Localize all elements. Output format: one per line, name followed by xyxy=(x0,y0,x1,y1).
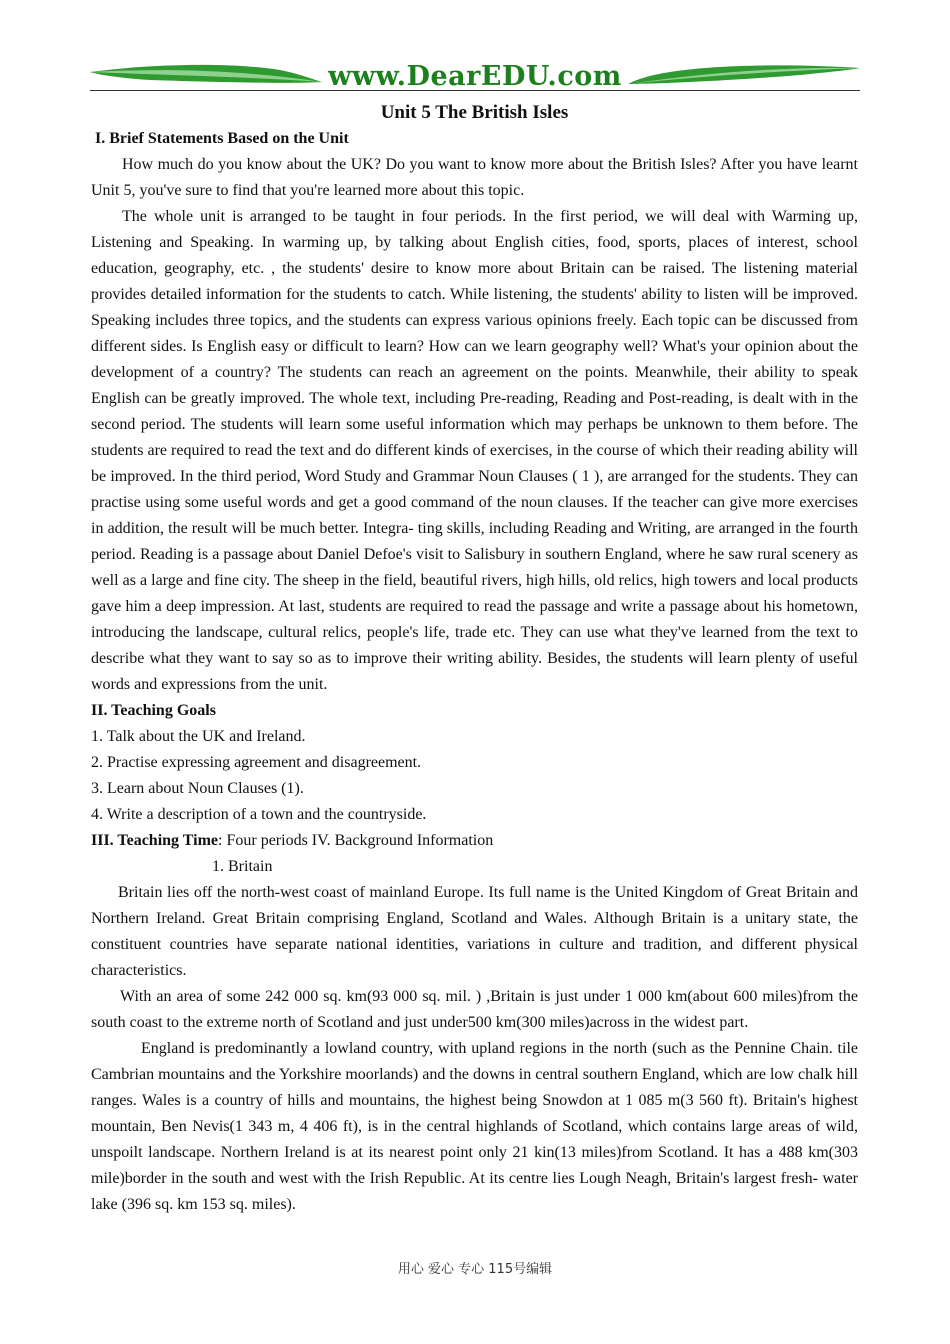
page-title: Unit 5 The British Isles xyxy=(380,102,569,123)
section-heading-brief-statements: I. Brief Statements Based on the Unit xyxy=(95,130,349,147)
page-footer: 用心 爱心 专心 115号编辑 xyxy=(397,1262,553,1277)
paragraph: How much do you know about the UK? Do you want to know more about the British Isles? After you have learnt Unit 5, you've sure to find that you're learned more about this topic. xyxy=(91,156,858,199)
paragraph: The whole unit is arranged to be taught in four periods. In the first period, we will deal with Warming up, Listening and Speaking. In warming up, by talking about English cities, food, sports, places of interest, school education, geography, etc. , the students' desire to know more about Britain can be raised. The listening material provides detailed information for the students to catch. While listening, the students' ability to listen will be improved. Speaking includes three topics, and the students can express various opinions freely. Each topic can be discussed from different sides. Is English easy or difficult to learn? How can we learn geography well? What's your opinion about the development of a country? The students can reach an agreement on the points. Meanwhile, their ability to speak English can be greatly improved. The whole text, including Pre-reading, Reading and Post-reading, is dealt with in the second period. The students will learn some useful information which may perhaps be unknown to them before. The students are required to read the text and do different kinds of exercises, in the course of which their reading ability will be improved. In the third period, Word Study and Grammar Noun Clauses ( 1 ), are arranged for the students. They can practise using some useful words and get a good command of the noun clauses. If the teacher can give more exercises in addition, the result will be much better. Integra- ting skills, including Reading and Writing, are arranged in the fourth period. Reading is a passage about Daniel Defoe's visit to Salisbury in southern England, where he saw rural scenery as well as a large and fine city. The sheep in the field, beautiful rivers, high hills, old relics, high towers and local products gave him a deep impression. At last, students are required to read the passage and write a passage about his hometown, introducing the landscape, cultural relics, people's life, trade etc. They can use what they've learned from the text to describe what they want to say so as to improve their writing ability. Besides, the students will learn plenty of useful words and expressions from the unit. xyxy=(91,208,858,693)
list-item: 3. Learn about Noun Clauses (1). xyxy=(91,780,304,797)
teaching-time-line xyxy=(91,828,858,854)
section-heading-teaching-goals: II. Teaching Goals xyxy=(91,702,216,719)
document-body xyxy=(91,100,858,1218)
subheading-britain: 1. Britain xyxy=(212,858,273,875)
list-item: 1. Talk about the UK and Ireland. xyxy=(91,728,306,745)
site-banner xyxy=(90,60,860,94)
site-url[interactable]: www.DearEDU.com xyxy=(328,61,622,92)
paragraph: With an area of some 242 000 sq. km(93 000 sq. mil. ) ,Britain is just under 1 000 km(about 600 miles)from the south coast to the extreme north of Scotland and just under500 km(300 miles)across in the widest part. xyxy=(91,988,858,1031)
list-item: 2. Practise expressing agreement and disagreement. xyxy=(91,754,422,771)
header-rule xyxy=(90,90,860,91)
paragraph: England is predominantly a lowland country, with upland regions in the north (such as the Pennine Chain. tile Cambrian mountains and the Yorkshire moorlands) and the downs in central southern England, which are low chalk hill ranges. Wales is a country of hills and mountains, the highest being Snowdon at 1 085 m(3 560 ft). Britain's highest mountain, Ben Nevis(1 343 m, 4 406 ft), is in the central highlands of Scotland, which contains large areas of wild, unspoilt landscape. Northern Ireland is at its nearest point only 21 kin(13 miles)from Scotland. It has a 488 km(303 mile)border in the south and west with the Irish Republic. At its centre lies Lough Neagh, Britain's largest fresh- water lake (396 sq. km 153 sq. miles). xyxy=(91,1040,858,1213)
list-item: 4. Write a description of a town and the countryside. xyxy=(91,806,427,823)
teaching-time-text: : Four periods IV. Background Information xyxy=(218,832,494,849)
paragraph: Britain lies off the north-west coast of mainland Europe. Its full name is the United Kingdom of Great Britain and Northern Ireland. Great Britain comprising England, Scotland and Wales. Although Britain is a unitary state, the constituent countries have separate national identities, variations in culture and tradition, and different physical characteristics. xyxy=(91,884,858,979)
section-heading-teaching-time: III. Teaching Time xyxy=(91,832,219,849)
